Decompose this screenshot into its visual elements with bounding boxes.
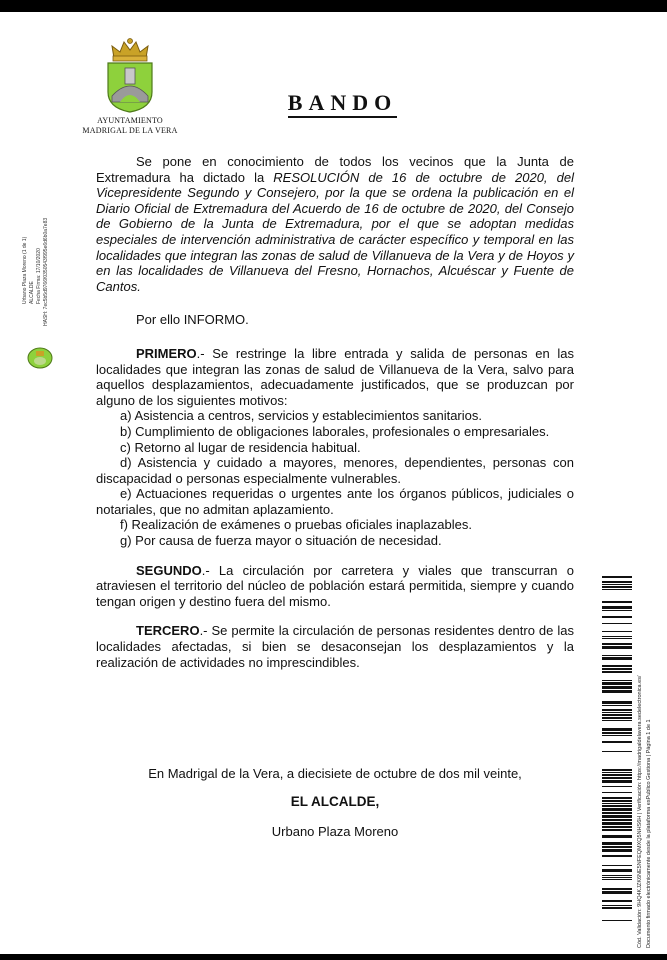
barcode-bar xyxy=(602,671,632,673)
barcode-bar xyxy=(602,879,632,880)
barcode-bar xyxy=(602,869,632,872)
barcode-bar xyxy=(602,655,632,656)
barcode-bar xyxy=(602,877,632,878)
barcode-bar xyxy=(602,686,632,689)
barcode-bar xyxy=(602,751,632,752)
document-title: BANDO xyxy=(0,90,667,116)
barcode-bar xyxy=(602,846,632,848)
signer-title: EL ALCALDE, xyxy=(290,794,380,809)
barcode-bar xyxy=(602,741,632,743)
barcode-bar xyxy=(602,805,632,807)
barcode-bar xyxy=(602,829,632,831)
barcode-bar xyxy=(602,610,632,611)
barcode-bar xyxy=(602,855,632,857)
barcode-bar xyxy=(602,623,632,624)
barcode-bar xyxy=(602,631,632,632)
barcode-bar xyxy=(602,682,632,685)
barcode-bar xyxy=(602,812,632,814)
barcode-bar xyxy=(602,786,632,787)
barcode-bar xyxy=(602,777,632,779)
intro-paragraph: Se pone en conocimiento de todos los vecinos que la Junta de Extremadura ha dictado la RESOLUCIÓN de 16 de octubre de 2020, del Vicepresidente Segundo y Consejero, por la que se ordena la publicación en el Diario Oficial de Extremadura del Acuerdo de 16 de octubre de 2020, del Consejo de Gobierno de la Junta de Extremadura, por el que se adoptan medidas especiales de intervención administrativa de carácter específico y temporal en las localidades que integran las zonas de salud de Villanueva de la Vera y de Hoyos y en las localidades de Villanueva del Fresno, Hornachos, Alcuéscar y Fuente de Cantos. xyxy=(96,154,574,294)
barcode-bar xyxy=(602,819,632,821)
list-item: g) Por causa de fuerza mayor o situación de necesidad. xyxy=(120,533,442,549)
barcode-bar xyxy=(602,657,632,660)
barcode-bar xyxy=(602,646,632,649)
barcode-bar xyxy=(602,792,632,793)
barcode-bar xyxy=(602,735,632,736)
barcode-bar xyxy=(602,576,632,578)
segundo-paragraph: SEGUNDO.- La circulación por carretera y viales que transcurran o atraviesen el territorio del núcleo de población estará permitida, siempre y cuando tengan origen y destino fuera del mismo. xyxy=(96,562,574,609)
barcode-icon xyxy=(602,576,632,932)
list-item: a) Asistencia a centros, servicios y establecimientos sanitarios. xyxy=(120,408,482,424)
barcode-bar xyxy=(602,732,632,734)
list-item: e) Actuaciones requeridas o urgentes ante los órganos públicos, judiciales o notariales, que no admitan aplazamiento. xyxy=(96,486,574,517)
barcode-bar xyxy=(602,815,632,818)
tercero-paragraph: TERCERO.- Se permite la circulación de personas residentes dentro de las localidades afectadas, si bien se desaconsejan los desplazamientos y la realización de actividades no imprescindibles. xyxy=(96,623,574,670)
barcode-bar xyxy=(602,636,632,637)
document-body xyxy=(96,154,574,670)
date-line: En Madrigal de la Vera, a diecisiete de octubre de dos mil veinte, xyxy=(148,766,522,781)
verification-code: Cód. Validación: 9HQ4KJZK6NE5NFEQMXQ5NHS6H | Verificación: https://madrigaldelavera.sedelectronica.es/ xyxy=(637,675,643,948)
barcode-bar xyxy=(602,709,632,711)
barcode-bar xyxy=(602,888,632,890)
list-item: c) Retorno al lugar de residencia habitual. xyxy=(120,439,361,455)
barcode-bar xyxy=(602,849,632,852)
barcode-bar xyxy=(602,865,632,866)
barcode-bar xyxy=(602,842,632,845)
barcode-bar xyxy=(602,638,632,639)
list-item: b) Cumplimiento de obligaciones laborales, profesionales o empresariales. xyxy=(120,423,550,439)
barcode-bar xyxy=(602,584,632,585)
signer-name: Urbano Plaza Moreno xyxy=(271,824,399,839)
barcode-bar xyxy=(602,701,632,704)
barcode-bar xyxy=(602,717,632,719)
por-ello-line: Por ello INFORMO. xyxy=(136,312,249,328)
barcode-bar xyxy=(602,668,632,670)
barcode-bar xyxy=(602,808,632,811)
barcode-bar xyxy=(602,772,632,773)
barcode-bar xyxy=(602,920,632,921)
barcode-bar xyxy=(602,800,632,802)
barcode-bar xyxy=(602,601,632,603)
barcode-bar xyxy=(602,690,632,693)
barcode-bar xyxy=(602,835,632,838)
barcode-bar xyxy=(602,643,632,645)
barcode-bar xyxy=(602,769,632,771)
barcode-bar xyxy=(602,780,632,783)
municipality-name: AYUNTAMIENTO MADRIGAL DE LA VERA xyxy=(82,116,178,135)
barcode-bar xyxy=(602,680,632,681)
barcode-bar xyxy=(602,728,632,731)
barcode-bar xyxy=(602,712,632,713)
list-item: f) Realización de exámenes o pruebas oficiales inaplazables. xyxy=(120,517,472,533)
barcode-bar xyxy=(602,589,632,590)
barcode-bar xyxy=(602,606,632,609)
barcode-bar xyxy=(602,891,632,894)
barcode-bar xyxy=(602,581,632,583)
barcode-bar xyxy=(602,797,632,799)
barcode-bar xyxy=(602,586,632,588)
barcode-bar xyxy=(602,905,632,906)
top-black-bar xyxy=(0,0,667,12)
barcode-bar xyxy=(602,705,632,706)
signature-stamp: Urbano Plaza Moreno (1 de 1) ALCALDE Fecha Firma: 17/10/2020 HASH: 7ec5b5d9766f0350543f995e6d6b0a7e83 xyxy=(22,217,49,326)
barcode-bar xyxy=(602,714,632,716)
barcode-bar xyxy=(602,803,632,804)
barcode-bar xyxy=(602,665,632,667)
barcode-bar xyxy=(602,720,632,721)
list-item: d) Asistencia y cuidado a mayores, menores, dependientes, personas con discapacidad o personas especialmente vulnerables. xyxy=(96,455,574,486)
barcode-bar xyxy=(602,826,632,828)
verification-note: Documento firmado electrónicamente desde la plataforma esPublico Gestiona | Página 1 de 1 xyxy=(646,719,652,948)
barcode-bar xyxy=(602,616,632,618)
barcode-bar xyxy=(602,900,632,902)
barcode-bar xyxy=(602,907,632,909)
barcode-bar xyxy=(602,875,632,876)
municipal-badge-icon xyxy=(26,346,54,370)
barcode-bar xyxy=(602,774,632,776)
bottom-black-bar xyxy=(0,954,667,960)
barcode-bar xyxy=(602,822,632,825)
primero-paragraph: PRIMERO.- Se restringe la libre entrada y salida de personas en las localidades que integran las zonas de salud de Villanueva de la Vera, salvo para aquellos desplazamientos, adecuadamente justificados, que se produzcan por alguno de los siguientes motivos: xyxy=(96,345,574,408)
